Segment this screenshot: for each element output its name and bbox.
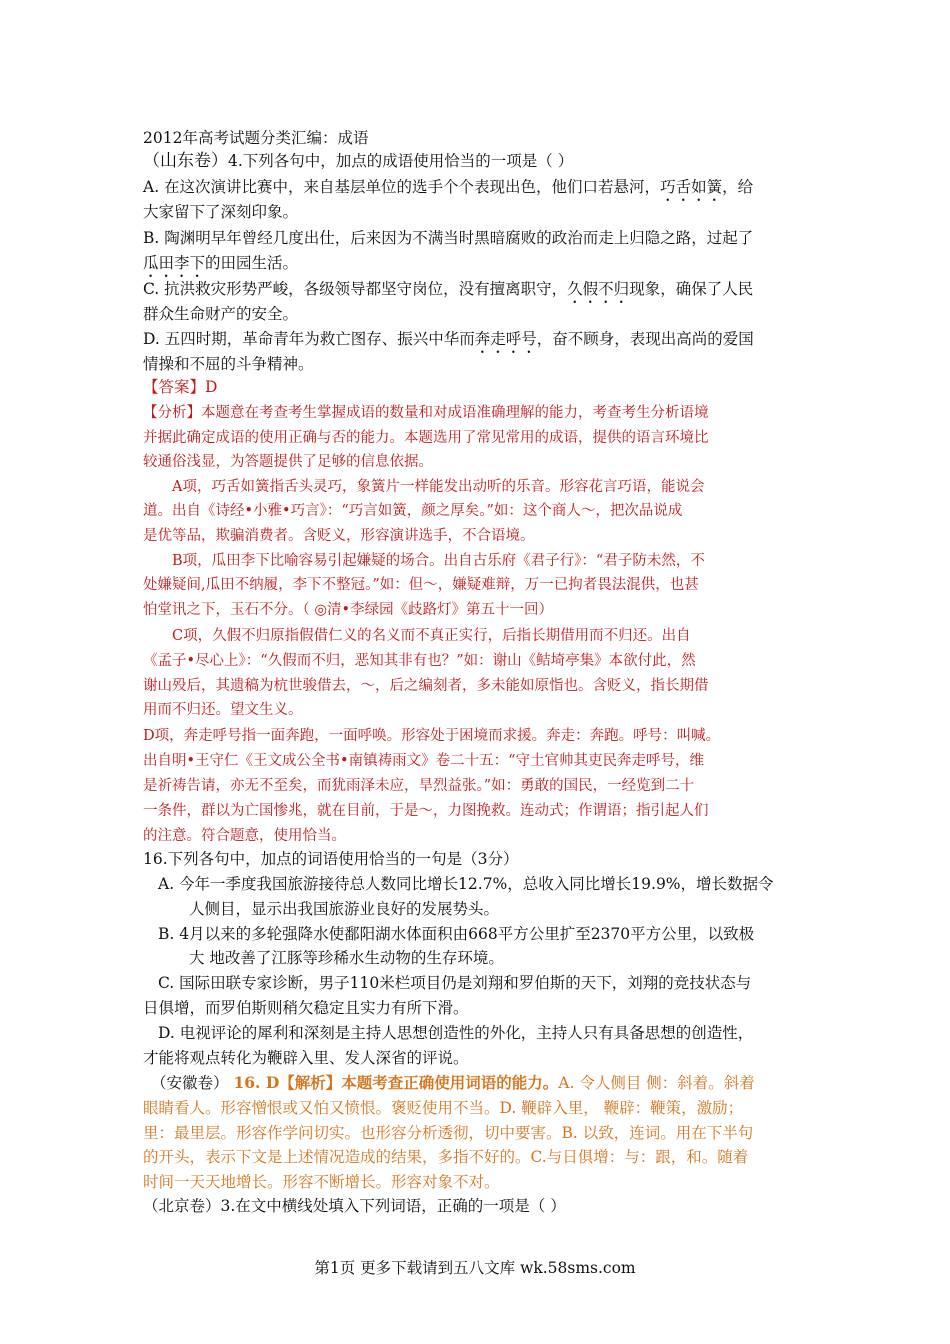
q16-option-a-line2: 人侧目，显示出我国旅游业良好的发展势头。 — [189, 900, 500, 918]
q4-analysis-line: 一条件，群以为亡国惨兆，就在目前，于是～，力图挽救。连动式；作谓语；指引起人们 — [143, 803, 709, 819]
q16-source: （安徽卷） — [151, 1074, 229, 1092]
q16-stem: 16.下列各句中，加点的词语使用恰当的一句是（3分） — [143, 850, 519, 868]
q4-b-idiom: 瓜田李下 — [143, 254, 206, 272]
q4-c-text: C. 抗洪救灾形势严峻，各级领导都坚守岗位，没有擅离职守， — [143, 280, 568, 298]
q16-option-b-line1: B. 4月以来的多轮强降水使鄱阳湖水体面积由668平方公里扩至2370平方公里，以致极 — [158, 925, 755, 943]
q4-analysis-line: 处嫌疑间,瓜田不纳履，李下不整冠。”如：但～，嫌疑难辩，万一已拘者畏法混供，也甚 — [143, 577, 699, 593]
q16-option-d-line2: 才能将观点转化为鞭辟入里、发人深省的评说。 — [143, 1049, 469, 1067]
q4-b-tail: 的田园生活。 — [205, 254, 299, 272]
q4-d-tail: ，奋不顾身，表现出高尚的爱国 — [536, 330, 754, 348]
q4-analysis-line: 是祈祷告请，亦无不至矣，而犹雨泽未应，旱烈益张。”如：勇敢的国民，一经览到二十 — [143, 778, 695, 794]
q4-analysis-line: 出自明•王守仁《王文成公全书•南镇祷雨文》卷二十五：“守土官帅其吏民奔走呼号，维 — [143, 753, 705, 769]
q16-analysis-line: 里：最里层。形容作学问切实。也形容分析透彻，切中要害。B. 以致，连词。用在下半句 — [143, 1124, 754, 1142]
q4-option-a-line2: 大家留下了深刻印象。 — [143, 203, 299, 221]
q4-analysis-line: 较通俗浅显，为答题提供了足够的信息依据。 — [143, 454, 433, 470]
q4-c-tail: 现象，确保了人民 — [629, 280, 754, 298]
q4-analysis-line: 【分析】本题意在考查考生掌握成语的数量和对成语准确理解的能力，考查考生分析语境 — [143, 405, 709, 421]
q4-option-d-line2: 情操和不屈的斗争精神。 — [143, 355, 314, 373]
q4-analysis-line: 《孟子•尽心上》：“久假而不归，恶知其非有也？”如：谢山《鲒埼亭集》本欲付此，然 — [143, 653, 696, 669]
q4-d-idiom: 奔走呼号 — [474, 330, 537, 348]
q16-option-a-line1: A. 今年一季度我国旅游接待总人数同比增长12.7%，总收入同比增长19.9%，增长数据令 — [158, 875, 774, 893]
q16-answer-line — [143, 1073, 813, 1093]
q16-analysis-line: 时间一天天地增长。形容不断增长。形容对象不对。 — [143, 1173, 500, 1191]
q4-analysis-line: 怕堂讯之下，玉石不分。（ ◎清•李绿园《歧路灯》第五十一回） — [143, 602, 554, 618]
q4-analysis-line: A项，巧舌如簧指舌头灵巧，象簧片一样能发出动听的乐音。形容花言巧语，能说会 — [143, 479, 705, 495]
q16-answer-lead: 16. D【解析】本题考查正确使用词语的能力。 — [233, 1073, 559, 1092]
q4-analysis-line: C项，久假不归原指假借仁义的名义而不真正实行，后指长期借用而不归还。出自 — [143, 628, 691, 644]
q4-option-d-line1 — [143, 329, 813, 357]
q4-analysis-line: 谢山殁后，其遗稿为杭世骏借去，～，后之编刻者，多未能如原恉也。含贬义，指长期借 — [143, 678, 709, 694]
q4-a-text: A. 在这次演讲比赛中，来自基层单位的选手个个表现出色，他们口若悬河， — [143, 178, 661, 196]
q4-option-b-line1: B. 陶渊明早年曾经几度出仕，后来因为不满当时黑暗腐败的政治而走上归隐之路，过起了 — [143, 229, 754, 247]
q3-stem: （北京卷）3.在文中横线处填入下列词语，正确的一项是（ ） — [143, 1197, 566, 1215]
q4-d-text: D. 五四时期，革命青年为救亡图存、振兴中华而 — [143, 330, 475, 348]
q4-analysis-line: B项，瓜田李下比喻容易引起嫌疑的场合。出自古乐府《君子行》：“君子防未然，不 — [143, 553, 705, 569]
q4-option-c-line1 — [143, 279, 813, 307]
q4-source: （山东卷） — [143, 151, 228, 171]
doc-title: 2012年高考试题分类汇编：成语 — [143, 129, 369, 147]
q4-option-c-line2: 群众生命财产的安全。 — [143, 305, 299, 323]
q4-c-idiom: 久假不归 — [567, 280, 630, 298]
q16-option-b-line2: 大 地改善了江豚等珍稀水生动物的生存环境。 — [189, 949, 504, 967]
q4-answer: 【答案】D — [143, 378, 218, 396]
q16-option-d-line1: D. 电视评论的犀利和深刻是主持人思想创造性的外化，主持人只有具备思想的创造性， — [158, 1024, 754, 1042]
q16-option-c-line2: 日俱增，而罗伯斯则稍欠稳定且实力有所下滑。 — [143, 999, 469, 1017]
q4-stem: 4.下列各句中，加点的成语使用恰当的一项是（ ） — [228, 152, 574, 170]
q16-analysis-line: 眼睛看人。形容憎恨或又怕又愤恨。褒贬使用不当。D. 鞭辟入里， 鞭辟：鞭策，激励； — [143, 1099, 744, 1117]
q16-answer-rest: A. 令人侧目 侧：斜着。斜着 — [558, 1074, 755, 1092]
q16-option-c-line1: C. 国际田联专家诊断，男子110米栏项目仍是刘翔和罗伯斯的天下，刘翔的竞技状态与 — [158, 974, 752, 992]
q4-a-idiom: 巧舌如簧 — [660, 178, 723, 196]
q4-analysis-line: 的注意。符合题意，使用恰当。 — [143, 828, 346, 844]
q4-analysis-line: 是优等品，欺骗消费者。含贬义，形容演讲选手，不合语境。 — [143, 528, 535, 544]
q4-a-tail: ，给 — [722, 178, 754, 196]
q4-analysis-line: 用而不归还。望文生义。 — [143, 702, 303, 718]
q4-analysis-line: 道。出自《诗经•小雅•巧言》：“巧言如簧，颜之厚矣。”如：这个商人～，把次品说成 — [143, 503, 683, 519]
q4-option-a-line1 — [143, 177, 813, 205]
q4-analysis-line: 并据此确定成语的使用正确与否的能力。本题选用了常见常用的成语，提供的语言环境比 — [143, 430, 709, 446]
page-footer: 第1页 更多下载请到五八文库 wk.58sms.com — [314, 1259, 636, 1277]
q16-analysis-line: 的开头，表示下文是上述情况造成的结果，多指不好的。C.与日俱增：与：跟，和。随着 — [143, 1148, 749, 1166]
q4-option-b-line2 — [143, 253, 813, 281]
q4-stem-line — [143, 151, 813, 171]
q4-analysis-line: D项，奔走呼号指一面奔跑，一面呼唤。形容处于困境而求援。奔走：奔跑。呼号：叫喊。 — [143, 728, 721, 744]
